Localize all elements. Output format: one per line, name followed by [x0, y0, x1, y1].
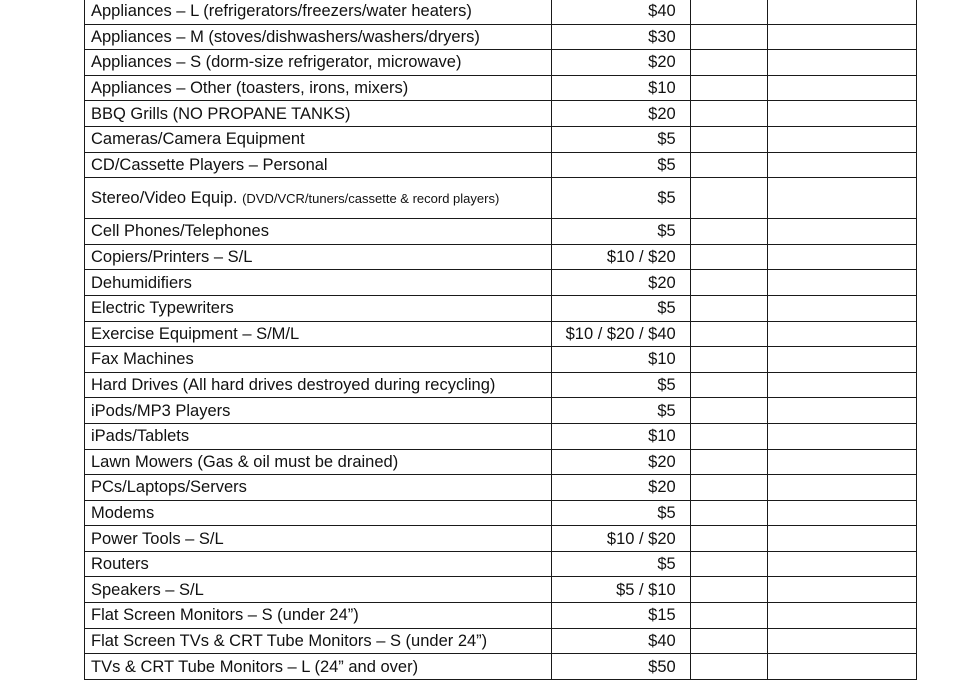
table-row — [85, 475, 917, 501]
blank-cell — [767, 526, 916, 552]
item-cell: CD/Cassette Players – Personal — [85, 152, 552, 178]
blank-cell — [767, 178, 916, 219]
blank-cell — [690, 423, 767, 449]
fee-schedule-document — [84, 0, 917, 680]
fee-cell: $5 — [551, 152, 690, 178]
table-row — [85, 101, 917, 127]
item-cell: Lawn Mowers (Gas & oil must be drained) — [85, 449, 552, 475]
blank-cell — [767, 347, 916, 373]
blank-cell — [690, 526, 767, 552]
fee-cell: $5 / $10 — [551, 577, 690, 603]
blank-cell — [767, 270, 916, 296]
item-cell: BBQ Grills (NO PROPANE TANKS) — [85, 101, 552, 127]
item-cell: Power Tools – S/L — [85, 526, 552, 552]
fee-cell: $20 — [551, 449, 690, 475]
fee-cell: $10 — [551, 75, 690, 101]
item-cell: Routers — [85, 551, 552, 577]
table-row — [85, 126, 917, 152]
fee-cell: $20 — [551, 101, 690, 127]
blank-cell — [690, 654, 767, 680]
blank-cell — [690, 50, 767, 76]
blank-cell — [690, 0, 767, 24]
blank-cell — [767, 50, 916, 76]
item-cell: Exercise Equipment – S/M/L — [85, 321, 552, 347]
table-row — [85, 219, 917, 245]
table-row — [85, 347, 917, 373]
blank-cell — [767, 398, 916, 424]
fee-cell: $30 — [551, 24, 690, 50]
fee-cell: $5 — [551, 126, 690, 152]
blank-cell — [767, 244, 916, 270]
table-row — [85, 654, 917, 680]
table-row — [85, 50, 917, 76]
blank-cell — [690, 295, 767, 321]
table-row — [85, 423, 917, 449]
item-cell: Copiers/Printers – S/L — [85, 244, 552, 270]
table-row — [85, 603, 917, 629]
blank-cell — [690, 178, 767, 219]
blank-cell — [690, 475, 767, 501]
item-cell: iPods/MP3 Players — [85, 398, 552, 424]
fee-cell: $5 — [551, 178, 690, 219]
blank-cell — [767, 577, 916, 603]
fee-cell: $5 — [551, 551, 690, 577]
blank-cell — [690, 75, 767, 101]
table-row — [85, 398, 917, 424]
item-cell: Appliances – M (stoves/dishwashers/washers/dryers) — [85, 24, 552, 50]
blank-cell — [690, 321, 767, 347]
blank-cell — [767, 475, 916, 501]
table-row — [85, 24, 917, 50]
fee-cell: $50 — [551, 654, 690, 680]
fee-cell: $5 — [551, 372, 690, 398]
blank-cell — [767, 449, 916, 475]
fee-cell: $5 — [551, 219, 690, 245]
blank-cell — [690, 372, 767, 398]
item-cell: Dehumidifiers — [85, 270, 552, 296]
fee-cell: $20 — [551, 270, 690, 296]
table-row — [85, 178, 917, 219]
table-row — [85, 0, 917, 24]
blank-cell — [767, 423, 916, 449]
blank-cell — [767, 603, 916, 629]
table-row — [85, 449, 917, 475]
blank-cell — [767, 126, 916, 152]
table-row — [85, 500, 917, 526]
blank-cell — [690, 347, 767, 373]
blank-cell — [690, 398, 767, 424]
fee-cell: $10 — [551, 347, 690, 373]
fee-cell: $10 / $20 / $40 — [551, 321, 690, 347]
table-row — [85, 295, 917, 321]
blank-cell — [690, 244, 767, 270]
fee-cell: $10 — [551, 423, 690, 449]
item-name: Stereo/Video Equip. — [91, 188, 238, 207]
table-row — [85, 270, 917, 296]
fee-table-body — [85, 0, 917, 679]
item-cell: Hard Drives (All hard drives destroyed during recycling) — [85, 372, 552, 398]
fee-cell: $15 — [551, 603, 690, 629]
blank-cell — [767, 654, 916, 680]
item-cell: Appliances – S (dorm-size refrigerator, microwave) — [85, 50, 552, 76]
blank-cell — [690, 449, 767, 475]
fee-cell: $40 — [551, 0, 690, 24]
item-detail: (DVD/VCR/tuners/cassette & record players) — [242, 190, 500, 206]
fee-cell: $5 — [551, 398, 690, 424]
fee-cell: $40 — [551, 628, 690, 654]
item-cell: Speakers – S/L — [85, 577, 552, 603]
table-row — [85, 321, 917, 347]
blank-cell — [767, 372, 916, 398]
item-cell: Electric Typewriters — [85, 295, 552, 321]
blank-cell — [690, 577, 767, 603]
item-cell — [85, 178, 552, 219]
fee-cell: $20 — [551, 50, 690, 76]
fee-cell: $10 / $20 — [551, 526, 690, 552]
item-cell: Cell Phones/Telephones — [85, 219, 552, 245]
item-cell: Modems — [85, 500, 552, 526]
table-row — [85, 577, 917, 603]
blank-cell — [767, 321, 916, 347]
blank-cell — [690, 500, 767, 526]
item-cell: Appliances – L (refrigerators/freezers/water heaters) — [85, 0, 552, 24]
blank-cell — [690, 628, 767, 654]
blank-cell — [690, 101, 767, 127]
table-row — [85, 551, 917, 577]
item-cell: Appliances – Other (toasters, irons, mixers) — [85, 75, 552, 101]
table-row — [85, 152, 917, 178]
blank-cell — [767, 75, 916, 101]
table-row — [85, 628, 917, 654]
table-row — [85, 75, 917, 101]
blank-cell — [690, 24, 767, 50]
blank-cell — [767, 152, 916, 178]
blank-cell — [767, 219, 916, 245]
table-row — [85, 372, 917, 398]
item-cell: Fax Machines — [85, 347, 552, 373]
blank-cell — [767, 295, 916, 321]
table-row — [85, 244, 917, 270]
fee-cell: $5 — [551, 295, 690, 321]
blank-cell — [690, 152, 767, 178]
blank-cell — [690, 219, 767, 245]
blank-cell — [767, 101, 916, 127]
blank-cell — [767, 628, 916, 654]
item-cell: PCs/Laptops/Servers — [85, 475, 552, 501]
item-cell: Flat Screen Monitors – S (under 24”) — [85, 603, 552, 629]
item-cell: Flat Screen TVs & CRT Tube Monitors – S (under 24”) — [85, 628, 552, 654]
blank-cell — [690, 551, 767, 577]
blank-cell — [690, 603, 767, 629]
fee-cell: $5 — [551, 500, 690, 526]
blank-cell — [767, 551, 916, 577]
blank-cell — [690, 126, 767, 152]
blank-cell — [767, 500, 916, 526]
blank-cell — [767, 24, 916, 50]
recycling-fee-table — [84, 0, 917, 680]
fee-cell: $10 / $20 — [551, 244, 690, 270]
item-cell: iPads/Tablets — [85, 423, 552, 449]
fee-cell: $20 — [551, 475, 690, 501]
item-cell: TVs & CRT Tube Monitors – L (24” and over) — [85, 654, 552, 680]
table-row — [85, 526, 917, 552]
blank-cell — [690, 270, 767, 296]
blank-cell — [767, 0, 916, 24]
item-cell: Cameras/Camera Equipment — [85, 126, 552, 152]
